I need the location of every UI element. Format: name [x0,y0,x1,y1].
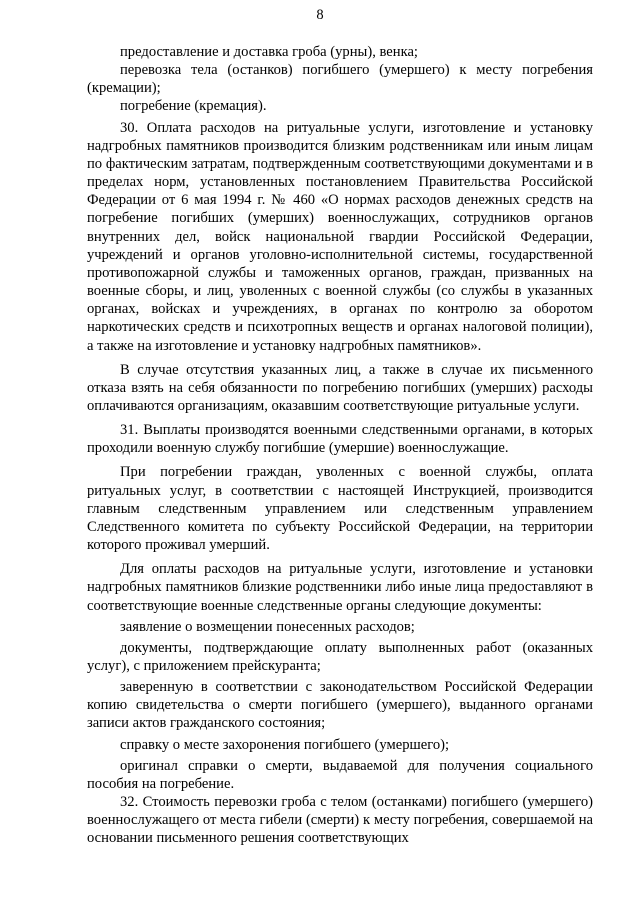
page-number: 8 [316,7,324,23]
list-item-death-reference: оригинал справки о смерти, выдаваемой для получения социального пособия на погребение. [87,757,593,792]
paragraph-documents-intro: Для оплаты расходов на ритуальные услуги, изготовление и установки надгробных памятников близкие родственники либо иные лица предоставляют в соответствующие военные следственные органы следующие документы: [87,561,593,614]
list-item-death-certificate: заверенную в соответствии с законодательством Российской Федерации копию свидетельства о смерти погибшего (умершего), выданного органами записи актов гражданского состояния; [87,679,593,732]
paragraph-discharged-citizens: При погребении граждан, уволенных с военной службы, оплата ритуальных услуг, в соответствии с настоящей Инструкцией, производится главным следственным управлением или следственным управлением Следственного комитета по субъекту Российской Федерации, на территории которого проживал умерший. [87,464,593,554]
paragraph-clause-31: 31. Выплаты производятся военными следственными органами, в которых проходили военную службу погибшие (умершие) военнослужащие. [87,422,593,457]
document-body [87,43,593,848]
paragraph-clause-30: 30. Оплата расходов на ритуальные услуги, изготовление и установку надгробных памятников производится близким родственникам или иным лицам по фактическим затратам, подтвержденным соответствующими документами и в пределах норм, установленных постановлением Правительства Российской Федерации от 6 мая 1994 г. № 460 «О нормах расходов денежных средств на погребение погибших (умерших) военнослужащих, сотрудников органов внутренних дел, войск национальной гвардии Российской Федерации, учреждений и органов уголовно-исполнительной системы, государственной противопожарной службы и таможенных органов, граждан, призванных на военные сборы, и лиц, уволенных с военной службы (со службы в указанных органах, войсках и учреждениях, в органах по контролю за оборотом наркотических средств и психотропных веществ и органах налоговой полиции), а также на изготовление и установку надгробных памятников». [87,119,593,354]
paragraph-no-relatives: В случае отсутствия указанных лиц, а также в случае их письменного отказа взять на себя обязанности по погребению погибших (умерших) расходы оплачиваются организациям, оказавшим соответствующие ритуальные услуги. [87,361,593,414]
paragraph-clause-32: 32. Стоимость перевозки гроба с телом (останками) погибшего (умершего) военнослужащего от места гибели (смерти) к месту погребения, совершаемой на основании письменного решения соответствующих [87,794,593,847]
list-item-payment-documents: документы, подтверждающие оплату выполненных работ (оказанных услуг), с приложением прейскуранта; [87,639,593,674]
paragraph-burial: погребение (кремация). [120,98,267,115]
paragraph-body-transport: перевозка тела (останков) погибшего (умершего) к месту погребения (кремации); [87,62,593,97]
list-item-application: заявление о возмещении понесенных расходов; [120,618,415,635]
list-item-burial-place: справку о месте захоронения погибшего (умершего); [120,736,450,753]
paragraph-coffin-delivery: предоставление и доставка гроба (урны), венка; [120,44,418,60]
